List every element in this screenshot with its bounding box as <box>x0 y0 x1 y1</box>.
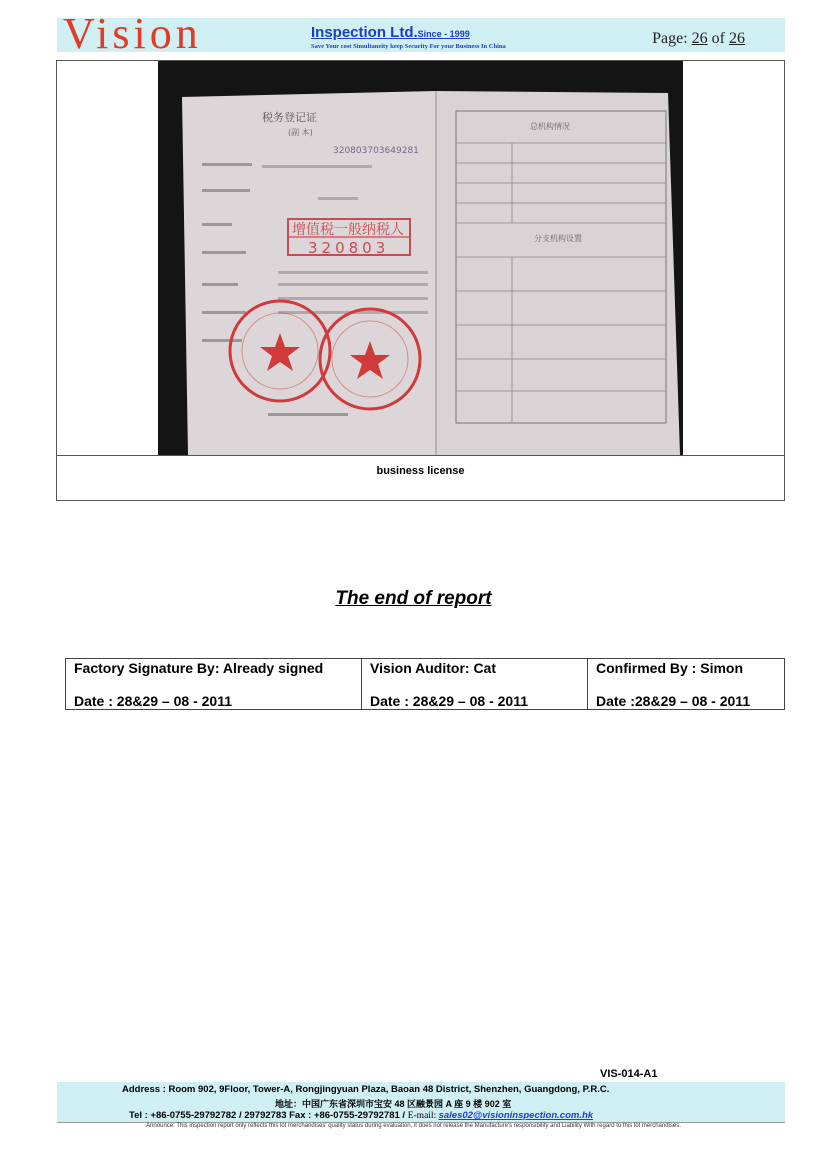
announce-disclaimer: Announce: This inspection report only reflects this lot merchandises' quality status during evaluation, it does not release the Manufacture's responsibility and Liability With regard to this lot merchandises. <box>146 1123 681 1129</box>
table-divider <box>57 455 784 456</box>
confirmed-by-cell <box>588 659 784 709</box>
footer-contact <box>129 1110 593 1121</box>
footer-address-cn: 地址：中国广东省深圳市宝安 48 区融景园 A 座 9 楼 902 室 <box>275 1099 512 1109</box>
page-indicator <box>652 30 745 48</box>
tel-fax: Tel : +86-0755-29792782 / 29792783 Fax : +86-0755-29792781 / <box>129 1110 408 1121</box>
report-footer <box>57 1082 785 1122</box>
page-label: Page: <box>652 30 688 47</box>
company-name-text: Inspection Ltd. <box>311 24 418 41</box>
factory-signature-cell <box>66 659 362 709</box>
confirmed-by-date: Date :28&29 – 08 - 2011 <box>596 693 751 709</box>
end-of-report-heading: The end of report <box>335 588 492 609</box>
auditor-label: Vision Auditor: Cat <box>370 660 496 676</box>
vision-logo: Vision <box>63 9 202 58</box>
svg-text:分支机构设置: 分支机构设置 <box>534 234 582 243</box>
confirmed-by-label: Confirmed By : Simon <box>596 660 744 676</box>
signature-table <box>65 658 785 710</box>
page-total: 26 <box>729 30 745 47</box>
business-license-photo <box>158 61 683 455</box>
svg-text:总机构情况: 总机构情况 <box>530 122 570 131</box>
document-number: VIS-014-A1 <box>600 1068 658 1080</box>
email-link[interactable]: sales02@visioninspection.com.hk <box>438 1110 594 1121</box>
factory-signature-date: Date : 28&29 – 08 - 2011 <box>74 693 232 709</box>
svg-text:(副 本): (副 本) <box>288 128 313 137</box>
auditor-date: Date : 28&29 – 08 - 2011 <box>370 693 528 709</box>
footer-address: Address : Room 902, 9Floor, Tower-A, Rongjingyuan Plaza, Baoan 48 District, Shenzhen, Guangdong, P.R.C. <box>122 1084 610 1095</box>
company-name <box>311 24 470 41</box>
page-of: of <box>711 30 725 47</box>
factory-signature-label: Factory Signature By: Already signed <box>74 660 324 676</box>
since-text: Since - 1999 <box>417 29 470 39</box>
photo-table <box>56 60 785 501</box>
company-tagline: Save Your cost Simultaneity keep Security For your Business In China <box>311 43 506 50</box>
svg-text:增值税一般纳税人: 增值税一般纳税人 <box>292 222 404 238</box>
svg-text:320803: 320803 <box>308 239 390 257</box>
page-current: 26 <box>691 30 708 47</box>
email-label: E-mail: <box>407 1111 439 1121</box>
photo-caption: business license <box>376 465 465 477</box>
report-header <box>57 9 785 58</box>
svg-text:320803703649281: 320803703649281 <box>333 146 419 156</box>
auditor-cell <box>362 659 588 709</box>
svg-text:税务登记证: 税务登记证 <box>262 111 317 124</box>
